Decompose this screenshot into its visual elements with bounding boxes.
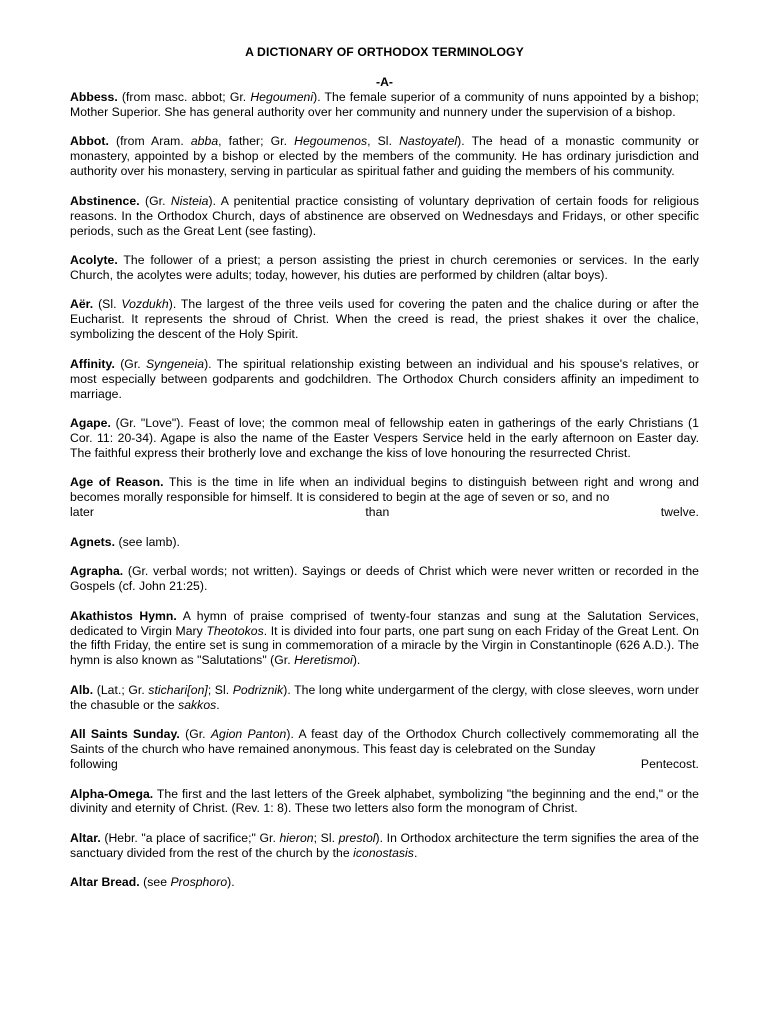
document-page (70, 44, 699, 905)
entry-italic-term: Hegoumeni (250, 90, 314, 104)
dictionary-entry (70, 416, 699, 461)
entry-term: Affinity. (70, 356, 115, 371)
entry-definition-text: (from masc. abbot; Gr. (117, 90, 251, 104)
entry-italic-term: Heretismoi (294, 653, 353, 668)
dictionary-entry (70, 683, 699, 713)
entry-definition-text: ; Sl. (313, 830, 339, 845)
entry-term: Agrapha. (70, 564, 124, 579)
entry-italic-term: Podriznik (232, 682, 284, 697)
entry-italic-term: Hegoumenos (294, 134, 368, 149)
dictionary-entry (70, 875, 699, 890)
entry-term: Abstinence. (70, 193, 140, 208)
entry-italic-term: Nastoyatel (399, 134, 458, 149)
entry-definition-text: (Gr. (114, 356, 146, 371)
entry-definition-text: A hymn of praise comprised of twenty-four stanzas and sung at the Salutation Services, dedicated to Virgin Mary (70, 608, 699, 638)
dictionary-entry (70, 357, 699, 402)
entry-term: Alpha-Omega. (70, 786, 154, 801)
entry-definition-text: later (70, 505, 94, 520)
entry-definition-text: . (216, 697, 220, 712)
entry-term: Altar Bread. (70, 875, 140, 890)
entry-definition-text: , Sl. (367, 134, 400, 149)
entry-italic-term: prestol (338, 830, 376, 845)
entry-italic-term: Prosphoro (170, 875, 228, 890)
entry-definition-text: (Hebr. "a place of sacrifice;" Gr. (100, 830, 280, 845)
entry-term: Abbess. (70, 90, 118, 104)
entry-italic-term: hieron (279, 830, 314, 845)
entry-definition-text: ). (352, 653, 361, 668)
entry-definition-text: (see (139, 875, 171, 890)
entry-term: Agape. (70, 416, 111, 431)
dictionary-entry (70, 475, 699, 520)
entry-italic-term: iconostasis (353, 845, 414, 860)
entry-definition-text: ). In Orthodox architecture the term signifies the area of the sanctuary divided from the rest of the church by the (70, 830, 699, 860)
entry-definition-text: ). The long white undergarment of the clergy, with close sleeves, worn under the chasuble or the (70, 682, 699, 712)
entry-definition-text: (Gr. verbal words; not written). Sayings or deeds of Christ which were never written or recorded in the Gospels (cf. John 21:25). (70, 564, 699, 594)
entry-term: Acolyte. (70, 253, 118, 268)
entry-definition-text: (see lamb). (115, 534, 180, 549)
entry-definition-text: following (70, 757, 118, 772)
entry-term: Altar. (70, 830, 101, 845)
entry-definition-text: Pentecost. (640, 757, 699, 772)
dictionary-entry (70, 787, 699, 817)
section-heading: -A- (376, 75, 393, 89)
entry-definition-text: ). The spiritual relationship existing between an individual and his spouse's relatives, or most especially between godparents and godchildren. The Orthodox Church considers affinity an impediment to marriage. (70, 356, 699, 401)
entry-term: Aër. (70, 297, 94, 312)
entry-term: Abbot. (70, 134, 109, 149)
entry-italic-term: sakkos (178, 697, 217, 712)
entry-term: Akathistos Hymn. (70, 608, 177, 623)
entry-definition-text: (from Aram. (108, 134, 191, 149)
page-title: A DICTIONARY OF ORTHODOX TERMINOLOGY (245, 45, 524, 59)
dictionary-entry (70, 564, 699, 594)
entry-list (70, 90, 699, 890)
entry-definition-text: (Gr. (139, 193, 171, 208)
entry-definition-text: ; Sl. (207, 682, 233, 697)
entry-definition-text: , father; Gr. (218, 134, 295, 149)
dictionary-entry (70, 194, 699, 239)
entry-term: Agnets. (70, 534, 116, 549)
entry-definition-text: . (413, 845, 418, 860)
dictionary-entry (70, 90, 699, 120)
entry-definition-text: ). A feast day of the Orthodox Church collectively commemorating all the Saints of the church who have remained anonymous. This feast day is celebrated on the Sunday (70, 727, 699, 757)
entry-italic-term: Nisteia (170, 193, 209, 208)
entry-italic-term: Theotokos (206, 623, 264, 638)
justified-last-line (70, 505, 699, 520)
entry-term: Alb. (70, 682, 94, 697)
entry-definition-text: ). The female superior of a community of nuns appointed by a bishop; Mother Superior. She has general authority over her community and nunnery under the supervision of a bishop. (70, 90, 699, 119)
dictionary-entry (70, 609, 699, 669)
dictionary-entry (70, 134, 699, 179)
entry-italic-term: abba (190, 134, 219, 149)
entry-definition-text: The first and the last letters of the Greek alphabet, symbolizing "the beginning and the end," or the divinity and eternity of Christ. (Rev. 1: 8). These two letters also form the monogram of Christ. (70, 786, 699, 816)
entry-definition-text: The follower of a priest; a person assisting the priest in church ceremonies or services. In the early Church, the acolytes were adults; today, however, his duties are performed by children (altar boys). (70, 253, 699, 282)
dictionary-entry (70, 297, 699, 342)
entry-term: All Saints Sunday. (70, 727, 180, 742)
justified-last-line (70, 757, 699, 772)
dictionary-entry (70, 727, 699, 772)
entry-italic-term: Vozdukh (121, 297, 169, 312)
entry-definition-text: (Gr. "Love"). Feast of love; the common meal of fellowship eaten in gatherings of the early Christians (1 Cor. 11: 20-34). Agape is also the name of the Easter Vespers Service held in the early afternoon on Easter day. The faithful express their brotherly love and exchange the kiss of love honouring the resurrected Christ. (70, 416, 699, 460)
entry-definition-text: This is the time in life when an individual begins to distinguish between right and wrong and becomes morally responsible for himself. It is considered to begin at the age of seven or so, and no (70, 475, 699, 505)
entry-term: Age of Reason. (70, 475, 164, 490)
entry-definition-text: (Lat.; Gr. (93, 682, 149, 697)
dictionary-entry (70, 831, 699, 861)
entry-italic-term: Agion Panton (210, 727, 287, 742)
entry-definition-text: ). The head of a monastic community or monastery, appointed by a bishop or elected by the members of the community. He has ordinary jurisdiction and authority over his monastery, serving in particular as spiritual father and guiding the members of his community. (70, 134, 699, 179)
entry-definition-text: ). A penitential practice consisting of voluntary deprivation of certain foods for religious reasons. In the Orthodox Church, days of abstinence are observed on Wednesdays and Fridays, or other specific periods, such as the Great Lent (see fasting). (70, 193, 699, 238)
entry-definition-text: than (365, 505, 390, 520)
entry-italic-term: Syngeneia (146, 356, 205, 371)
entry-definition-text: (Sl. (93, 297, 122, 312)
entry-definition-text: (Gr. (179, 727, 211, 742)
entry-definition-text: . It is divided into four parts, one part sung on each Friday of the Great Lent. On the fifth Friday, the entire set is sung in commemoration of a miracle by the Virgin in Constantinople (626 A.D.). The hymn is also known as "Salutations" (Gr. (70, 623, 699, 668)
entry-definition-text: ). (227, 875, 235, 890)
entry-definition-text: ). The largest of the three veils used for covering the paten and the chalice during or after the Eucharist. It represents the shroud of Christ. When the creed is read, the priest shakes it over the chalice, symbolizing the descent of the Holy Spirit. (70, 297, 699, 342)
dictionary-entry (70, 253, 699, 283)
entry-italic-term: stichari[on] (148, 682, 208, 697)
dictionary-entry (70, 535, 699, 550)
entry-definition-text: twelve. (660, 505, 699, 520)
